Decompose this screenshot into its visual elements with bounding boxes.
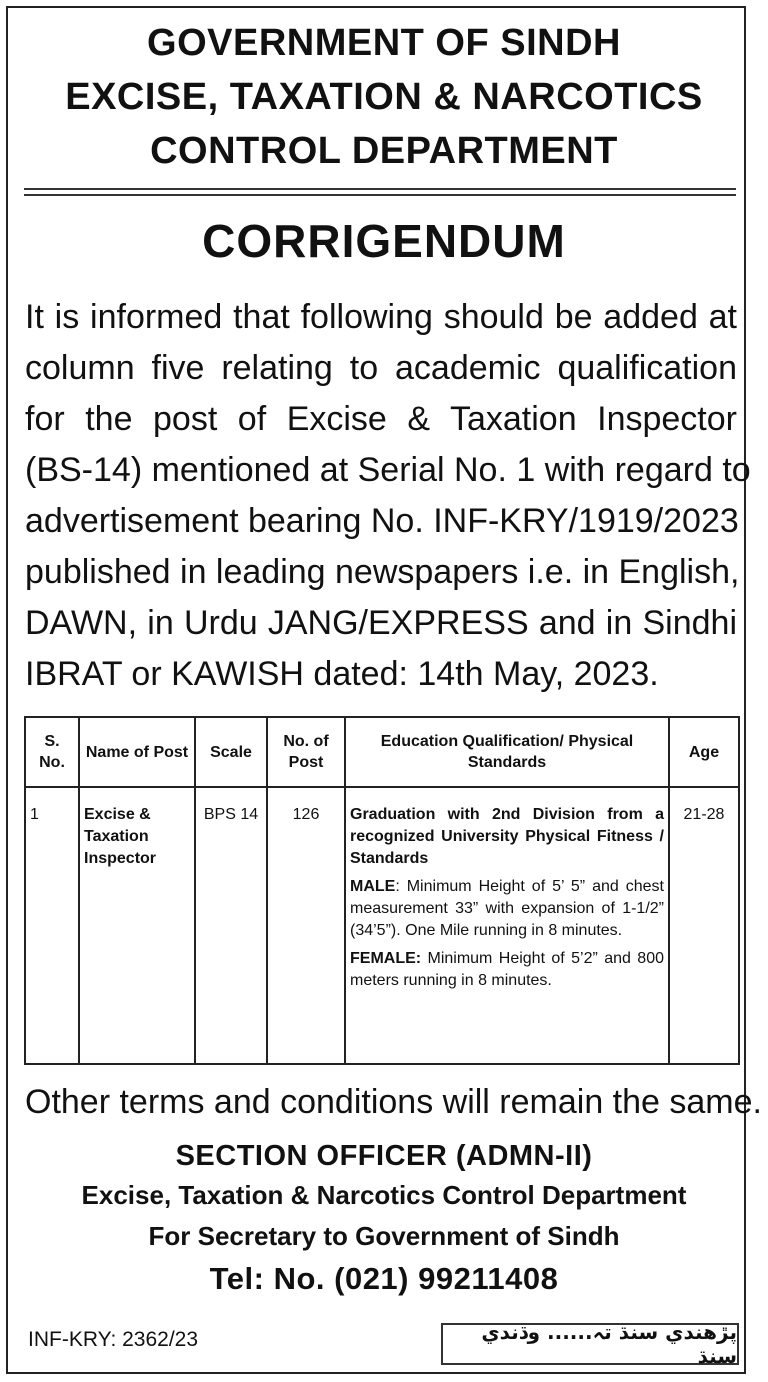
female-standards: [350, 948, 664, 992]
header-no-of-post: No. of Post: [267, 717, 345, 787]
reference-number: INF-KRY: 2362/23: [28, 1328, 199, 1351]
cell-post-name: Excise & Taxation Inspector: [79, 787, 195, 1064]
slogan-stamp: پڙهندي سنڌ تہ...... وڌندي سنڌ: [441, 1323, 739, 1365]
post-details-table: [24, 716, 740, 1065]
cell-no-of-post: 126: [267, 787, 345, 1064]
cell-qualification: [345, 787, 669, 1064]
header-age: Age: [669, 717, 739, 787]
body-line: advertisement bearing No. INF-KRY/1919/2023: [25, 502, 739, 540]
telephone-number: Tel: No. (021) 99211408: [209, 1261, 559, 1296]
body-line: published in leading newspapers i.e. in English,: [25, 553, 740, 591]
header-scale: Scale: [195, 717, 267, 787]
header-divider-second: [24, 194, 736, 196]
notice-title: CORRIGENDUM: [202, 215, 566, 267]
male-text: : Minimum Height of 5’ 5” and chest measurement 33” with expansion of 1-1/2” (34’5”). One Mile running in 8 minutes.: [350, 878, 664, 939]
cell-sno: 1: [25, 787, 79, 1064]
qualification-main: Graduation with 2nd Division from a recognized University Physical Fitness / Standards: [350, 806, 664, 867]
signatory-department: Excise, Taxation & Narcotics Control Department: [81, 1180, 687, 1210]
header-sno: S. No.: [25, 717, 79, 787]
signatory-title: SECTION OFFICER (ADMN-II): [175, 1140, 593, 1172]
closing-statement: Other terms and conditions will remain the same.: [25, 1083, 762, 1121]
body-line: column five relating to academic qualification: [25, 349, 737, 387]
header-qualification: Education Qualification/ Physical Standards: [345, 717, 669, 787]
female-label: FEMALE:: [350, 950, 422, 967]
notice-body: [25, 292, 751, 700]
body-line: DAWN, in Urdu JANG/EXPRESS and in Sindhi: [25, 604, 737, 642]
cell-age: 21-28: [669, 787, 739, 1064]
cell-scale: BPS 14: [195, 787, 267, 1064]
header-name-of-post: Name of Post: [79, 717, 195, 787]
female-text: Minimum Height of 5’2” and 800 meters running in 8 minutes.: [350, 950, 664, 989]
body-line: (BS-14) mentioned at Serial No. 1 with regard to: [25, 451, 751, 489]
header-government: GOVERNMENT OF SINDH: [147, 22, 621, 64]
body-line: for the post of Excise & Taxation Inspector: [25, 400, 737, 438]
body-line: IBRAT or KAWISH dated: 14th May, 2023.: [25, 655, 659, 693]
table-header-row: [25, 717, 739, 787]
body-line: It is informed that following should be added at: [25, 298, 737, 336]
male-label: MALE: [350, 878, 396, 895]
header-department-cont: CONTROL DEPARTMENT: [150, 130, 618, 172]
header-divider: [24, 188, 736, 190]
header-department: EXCISE, TAXATION & NARCOTICS: [65, 76, 703, 118]
table-row: [25, 787, 739, 1064]
signatory-for-line: For Secretary to Government of Sindh: [148, 1221, 620, 1251]
male-standards: [350, 876, 664, 942]
